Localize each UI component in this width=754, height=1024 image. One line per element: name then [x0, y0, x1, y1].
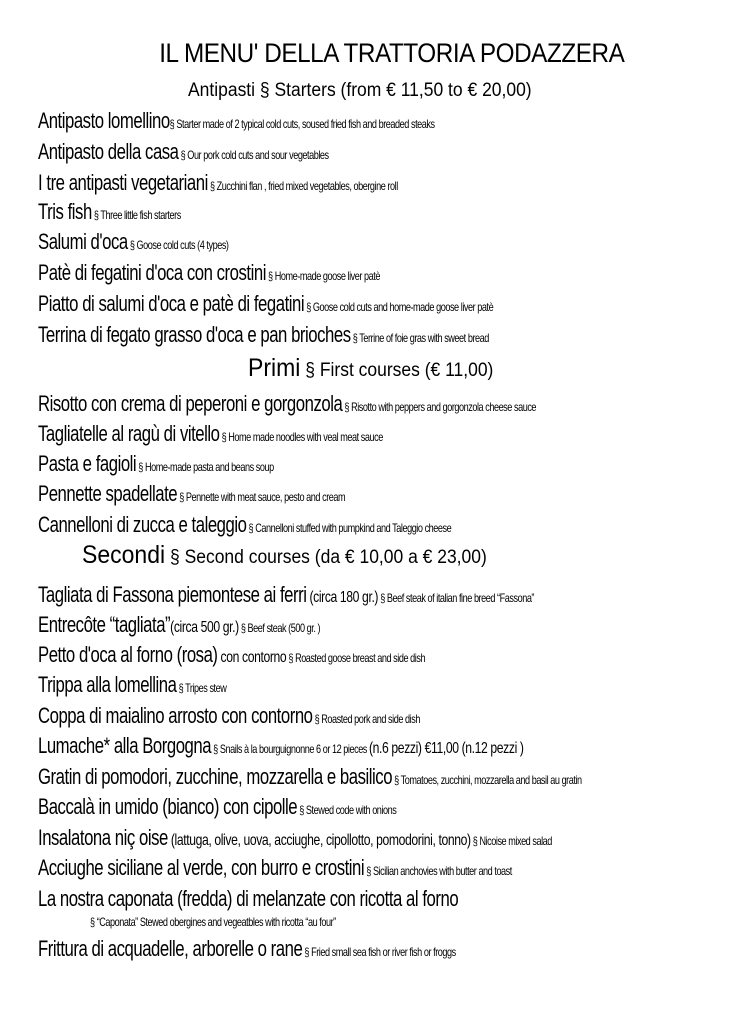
item-desc: § Tripes stew: [176, 681, 227, 695]
item-desc: § Tomatoes, zucchini, mozzarella and basil au gratin: [392, 773, 582, 787]
section-subtitle: § First courses (€ 11,00): [305, 360, 494, 381]
menu-item: [38, 229, 229, 255]
item-desc: § Pennette with meat sauce, pesto and cream: [177, 490, 346, 504]
item-name: La nostra caponata (fredda) di melanzate con ricotta al forno: [38, 886, 459, 911]
menu-item: [38, 391, 536, 417]
menu-item: [38, 108, 435, 134]
item-desc: § Beef steak (500 gr. ): [238, 621, 321, 635]
item-desc: § “Caponata” Stewed obergines and vegeatbles with ricotta “au four”: [90, 915, 336, 929]
item-desc: § Fried small sea fish or river fish or froggs: [302, 945, 456, 959]
menu-item: [38, 451, 274, 477]
menu-item: [38, 855, 512, 881]
menu-item: [38, 260, 380, 286]
menu-item: [38, 825, 552, 851]
item-name: Cannelloni di zucca e taleggio: [38, 512, 247, 537]
section-name: Antipasti: [188, 80, 256, 101]
menu-item: [38, 733, 524, 759]
item-desc: § Home-made pasta and beans soup: [136, 460, 274, 474]
item-note: (circa 500 gr.): [170, 619, 239, 636]
item-desc: § Roasted pork and side dish: [312, 712, 420, 726]
item-name: Entrecôte “tagliata”: [38, 612, 171, 637]
section-header-secondi: [0, 541, 754, 570]
item-name: Antipasto lomellino: [38, 108, 170, 133]
item-name: Lumache* alla Borgogna: [38, 733, 212, 758]
item-name: Salumi d'oca: [38, 229, 128, 254]
menu-item: [38, 703, 420, 729]
menu-item: [38, 170, 398, 196]
menu-item: [38, 886, 458, 912]
menu-item: [38, 421, 383, 447]
item-desc: § Goose cold cuts and home-made goose liver patè: [304, 300, 494, 314]
item-note: (n.6 pezzi) €11,00 (n.12 pezzi ): [368, 740, 524, 757]
item-desc: § Terrine of foie gras with sweet bread: [350, 331, 489, 345]
item-desc: § Home-made goose liver patè: [265, 269, 380, 283]
item-note: (lattuga, olive, uova, acciughe, cipollotto, pomodorini, tonno): [167, 832, 471, 849]
item-name: Insalatona niç oise: [38, 825, 168, 850]
menu-item: [38, 612, 320, 638]
menu-item: [38, 794, 396, 820]
menu-item: [38, 672, 226, 698]
menu-item: [38, 322, 489, 348]
item-name: Antipasto della casa: [38, 139, 179, 164]
menu-item: [38, 764, 582, 790]
item-desc: § Goose cold cuts (4 types): [127, 238, 229, 252]
item-desc: § Sicilian anchovies with butter and toast: [364, 864, 512, 878]
menu-item: [38, 291, 493, 317]
item-name: Piatto di salumi d'oca e patè di fegatini: [38, 291, 305, 316]
menu-item: [38, 642, 425, 668]
item-desc: § Snails à la bourguignonne 6 or 12 pieces: [211, 742, 369, 756]
item-name: Pasta e fagioli: [38, 451, 137, 476]
item-name: I tre antipasti vegetariani: [38, 170, 208, 195]
section-header-antipasti: [0, 80, 754, 102]
section-subtitle: § Starters (from € 11,50 to € 20,00): [259, 80, 532, 101]
section-subtitle: § Second courses (da € 10,00 a € 23,00): [169, 547, 487, 568]
item-note: (circa 180 gr.): [306, 589, 379, 606]
item-name: Pennette spadellate: [38, 481, 178, 506]
item-desc: § Three little fish starters: [91, 208, 181, 222]
menu-title: IL MENU' DELLA TRATTORIA PODAZZERA: [158, 38, 624, 68]
item-name: Gratin di pomodori, zucchine, mozzarella e basilico: [38, 764, 393, 789]
item-desc: § Risotto with peppers and gorgonzola cheese sauce: [342, 400, 537, 414]
menu-item: [38, 139, 329, 165]
item-name: Tris fish: [38, 199, 92, 224]
item-name: Risotto con crema di peperoni e gorgonzola: [38, 391, 343, 416]
item-desc: § Roasted goose breast and side dish: [286, 651, 426, 665]
item-name: Coppa di maialino arrosto con contorno: [38, 703, 313, 728]
item-desc: § Stewed code with onions: [297, 803, 397, 817]
item-name: Terrina di fegato grasso d'oca e pan brioches: [38, 322, 351, 347]
item-desc: § Starter made of 2 typical cold cuts, soused fried fish and breaded steaks: [169, 117, 435, 131]
item-desc: § Cannelloni stuffed with pumpkind and Taleggio cheese: [246, 521, 452, 535]
menu-item: [38, 936, 456, 962]
item-name: Trippa alla lomellina: [38, 672, 177, 697]
item-name: Frittura di acquadelle, arborelle o rane: [38, 936, 303, 961]
item-name: Tagliata di Fassona piemontese ai ferri: [38, 582, 307, 607]
menu-item: [38, 199, 181, 225]
item-name: Petto d'oca al forno (rosa): [38, 642, 218, 667]
item-name: Patè di fegatini d'oca con crostini: [38, 260, 266, 285]
item-desc: § Our pork cold cuts and sour vegetables: [178, 148, 329, 162]
item-desc: § Beef steak of italian fine breed “Fassona”: [378, 591, 535, 605]
menu-item: [38, 582, 534, 608]
menu-item: [38, 481, 345, 507]
menu-item: [38, 512, 451, 538]
item-note: con contorno: [217, 649, 287, 666]
item-desc: § Nicoise mixed salad: [470, 834, 552, 848]
item-desc: § Home made noodles with veal meat sauce: [219, 430, 383, 444]
item-desc: § Zucchini flan , fried mixed vegetables, obergine roll: [207, 179, 398, 193]
section-name: Secondi: [82, 541, 166, 569]
item-name: Tagliatelle al ragù di vitello: [38, 421, 220, 446]
section-name: Primi: [248, 354, 301, 382]
section-header-primi: [0, 354, 754, 383]
item-name: Acciughe siciliane al verde, con burro e crostini: [38, 855, 365, 880]
item-name: Baccalà in umido (bianco) con cipolle: [38, 794, 298, 819]
